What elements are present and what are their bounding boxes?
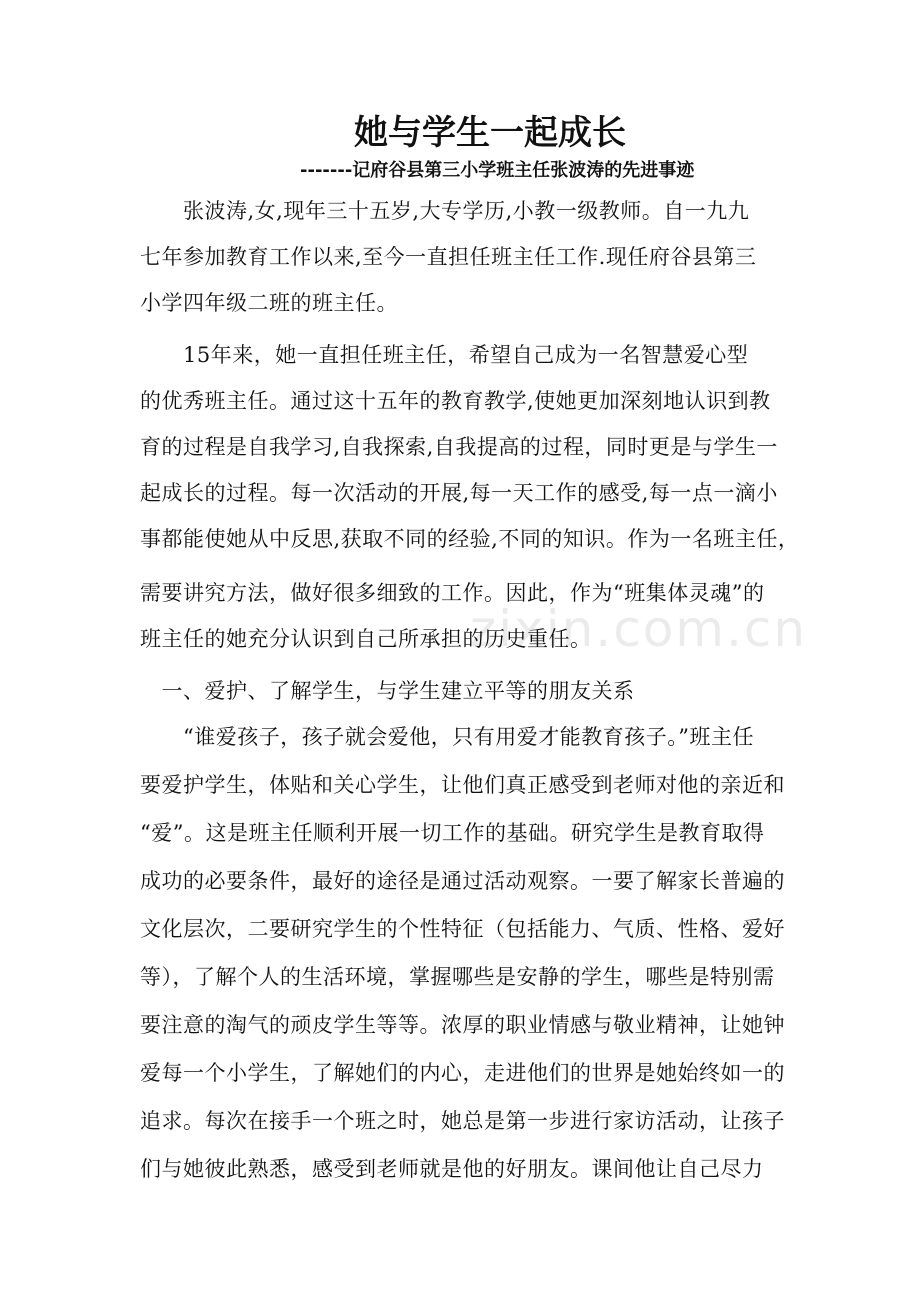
paragraph-line: 等），了解个人的生活环境，掌握哪些是安静的学生，哪些是特别需: [140, 965, 775, 989]
document-title: 她与学生一起成长: [354, 113, 626, 153]
paragraph-line: 文化层次，二要研究学生的个性特征（包括能力、气质、性格、爱好: [140, 917, 785, 941]
paragraph-line: “谁爱孩子，孩子就会爱他，只有用爱才能教育孩子。”班主任: [140, 725, 754, 749]
paragraph-line: 的优秀班主任。通过这十五年的教育教学,使她更加深刻地认识到教: [140, 389, 771, 413]
paragraph-line: 们与她彼此熟悉，感受到老师就是他的好朋友。课间他让自己尽力: [140, 1157, 764, 1181]
paragraph-line: 事都能使她从中反思,获取不同的经验,不同的知识。作为一名班主任，: [140, 527, 800, 551]
document-subtitle: -------记府谷县第三小学班主任张波涛的先进事迹: [300, 160, 695, 181]
paragraph-line: 追求。每次在接手一个班之时，她总是第一步进行家访活动，让孩子: [140, 1109, 785, 1133]
paragraph-line: “爱”。这是班主任顺利开展一切工作的基础。研究学生是教育取得: [140, 821, 765, 845]
watermark: zixin.com.cn: [470, 600, 808, 658]
paragraph-line: 起成长的过程。每一次活动的开展,每一天工作的感受,每一点一滴小: [140, 481, 778, 505]
paragraph-line: 需要讲究方法，做好很多细致的工作。因此，作为“班集体灵魂”的: [140, 581, 765, 605]
paragraph-line: 要爱护学生，体贴和关心学生，让他们真正感受到老师对他的亲近和: [140, 773, 785, 797]
paragraph-line: 要注意的淘气的顽皮学生等等。浓厚的职业情感与敬业精神，让她钟: [140, 1013, 785, 1037]
paragraph-line: 育的过程是自我学习,自我探索,自我提高的过程，同时更是与学生一: [140, 435, 778, 459]
paragraph-line: 张波涛,女,现年三十五岁,大专学历,小教一级教师。自一九九: [140, 199, 750, 223]
paragraph-line: 班主任的她充分认识到自己所承担的历史重任。: [140, 627, 592, 651]
section-heading: 一、爱护、了解学生，与学生建立平等的朋友关系: [140, 679, 635, 703]
paragraph-line: 小学四年级二班的班主任。: [140, 291, 398, 315]
paragraph-line: 七年参加教育工作以来,至今一直担任班主任工作.现任府谷县第三: [140, 245, 757, 269]
paragraph-line: 爱每一个小学生，了解她们的内心，走进他们的世界是她始终如一的: [140, 1061, 785, 1085]
paragraph-line: 15年来，她一直担任班主任，希望自己成为一名智慧爱心型: [140, 343, 749, 367]
paragraph-line: 成功的必要条件，最好的途径是通过活动观察。一要了解家长普遍的: [140, 869, 785, 893]
